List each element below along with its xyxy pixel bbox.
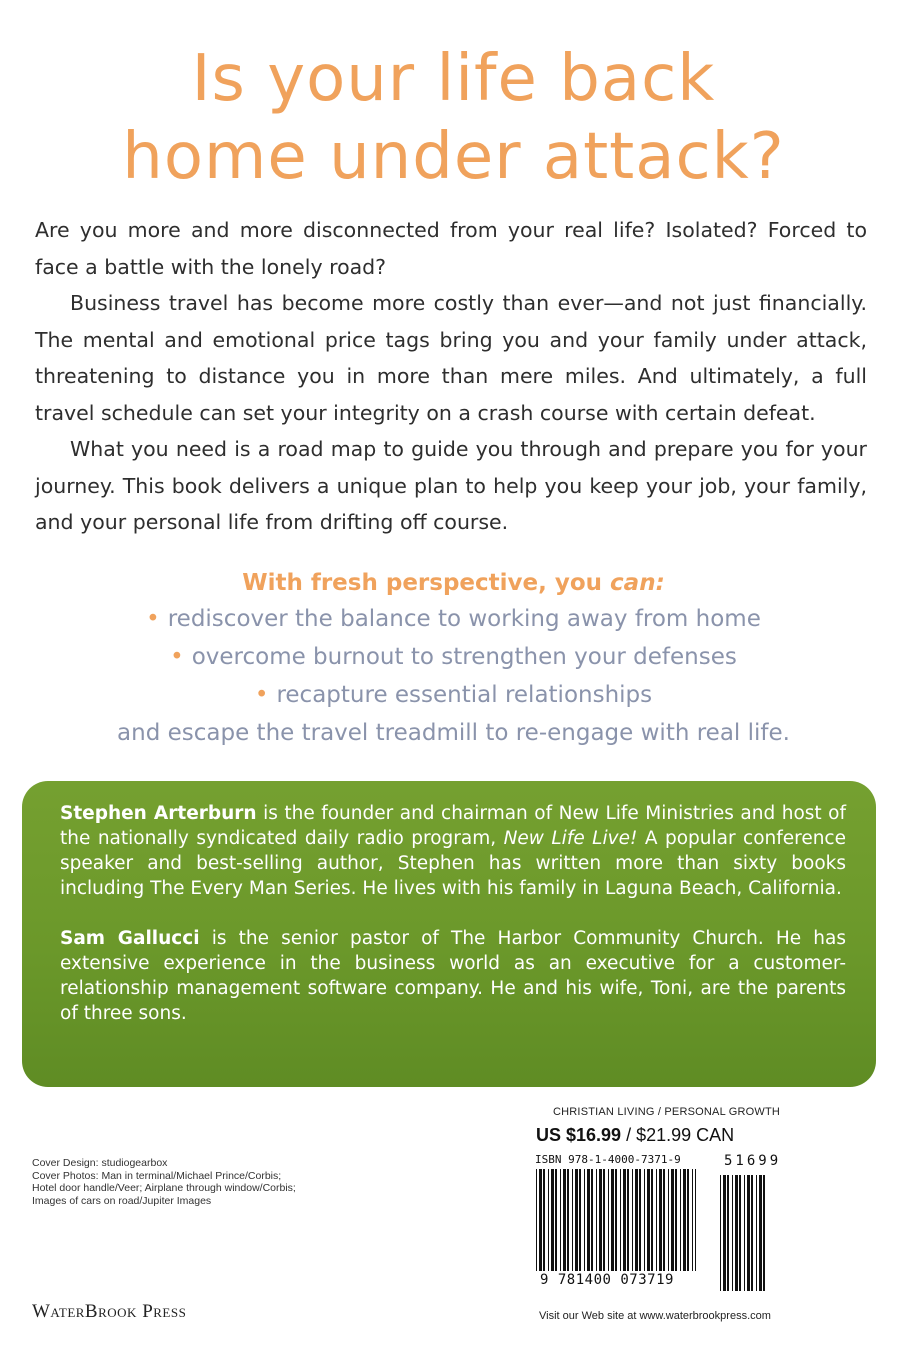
barcode-bar [572, 1169, 573, 1271]
list-item-text: rediscover the balance to working away from home [167, 606, 761, 632]
barcode-bar [560, 1169, 561, 1271]
price [536, 1125, 734, 1146]
website-note: Visit our Web site at www.waterbrookpress.com [539, 1310, 771, 1322]
headline [0, 40, 907, 196]
description [35, 212, 867, 541]
barcode-bar [551, 1169, 554, 1271]
barcode-bar [668, 1169, 669, 1271]
closing-line: and escape the travel treadmill to re-engage with real life. [117, 720, 790, 746]
cover-credits [32, 1157, 362, 1207]
barcode-bar [739, 1175, 741, 1291]
publisher-logo: WaterBrook Press [32, 1301, 187, 1322]
benefits-lead-emphasis: can: [610, 570, 665, 596]
barcode-bar [608, 1169, 609, 1271]
benefits-lead [0, 566, 907, 600]
list-item [0, 676, 907, 714]
description-paragraph-3: What you need is a road map to guide you through and prepare you for your journey. This book delivers a unique plan to help you keep your job, your family, and your personal life from drifting off course. [35, 437, 867, 534]
book-category: CHRISTIAN LIVING / PERSONAL GROWTH [553, 1106, 781, 1118]
barcode-bar [663, 1169, 665, 1271]
barcode-bar [656, 1169, 657, 1271]
barcode-bar [692, 1169, 693, 1271]
list-item-text: recapture essential relationships [276, 682, 653, 708]
ean-barcode [536, 1169, 696, 1271]
barcode-bar [536, 1169, 537, 1271]
barcode-bar [644, 1169, 645, 1271]
barcode-bar [620, 1169, 621, 1271]
barcode-bar [543, 1169, 545, 1271]
author-name: Sam Gallucci [60, 928, 200, 949]
author-bio-text: A popular conference speaker and best-selling author, Stephen has written more than sixty books including The Every Man Series. He lives with his family in Laguna Beach, California. [60, 828, 846, 899]
author-bio-text: is the founder and chairman of New Life Ministries and host of the nationally syndicated daily radio program, [60, 803, 847, 849]
bullet-icon: • [170, 644, 184, 670]
barcode-bar [603, 1169, 605, 1271]
barcode-bar [756, 1175, 757, 1291]
barcode-bar [687, 1169, 689, 1271]
bullet-icon: • [254, 682, 269, 708]
headline-line-2: home under attack? [122, 120, 785, 194]
barcode-bar [635, 1169, 638, 1271]
list-item-text: overcome burnout to strengthen your defenses [191, 644, 737, 670]
headline-line-1: Is your life back [191, 42, 716, 116]
credit-line: Cover Design: studiogearbox [32, 1157, 168, 1169]
list-item [0, 638, 907, 676]
barcode-bar [587, 1169, 590, 1271]
barcode-bar [567, 1169, 569, 1271]
barcode-bar [611, 1169, 614, 1271]
isbn-label: ISBN 978-1-4000-7371-9 [535, 1153, 681, 1166]
description-paragraph-1: Are you more and more disconnected from your real life? Isolated? Forced to face a battle with the lonely road? [35, 218, 867, 279]
barcode-bar [720, 1175, 721, 1291]
barcode-bar [763, 1175, 765, 1291]
author-bio-gallucci [60, 926, 846, 1026]
barcode-bar [632, 1169, 633, 1271]
barcode-bar [596, 1169, 597, 1271]
ean-digits: 9 781400 073719 [540, 1272, 674, 1288]
benefits-list [0, 600, 907, 714]
barcode-bar [651, 1169, 653, 1271]
barcode-bar [659, 1169, 662, 1271]
barcode-bar [584, 1169, 585, 1271]
barcode-bar [555, 1169, 557, 1271]
barcode-bar [744, 1175, 745, 1291]
price-can: $21.99 CAN [636, 1125, 735, 1145]
barcode-bar [751, 1175, 753, 1291]
barcode-bar [639, 1169, 641, 1271]
barcode-bar [539, 1169, 542, 1271]
price-code: 51699 [724, 1153, 782, 1169]
author-bios [22, 781, 876, 1087]
barcode-bar [759, 1175, 762, 1291]
credit-line: Cover Photos: Man in terminal/Michael Prince/Corbis; [32, 1169, 282, 1182]
barcode-bar [683, 1169, 686, 1271]
barcode-bar [627, 1169, 629, 1271]
barcode-bar [563, 1169, 566, 1271]
barcode-bar [599, 1169, 602, 1271]
barcode-bar [671, 1169, 674, 1271]
credit-line: Hotel door handle/Veer; Airplane through window/Corbis; [32, 1182, 296, 1194]
barcode-bar [735, 1175, 738, 1291]
barcode-bar [723, 1175, 726, 1291]
description-paragraph-2: Business travel has become more costly than ever—and not just financially. The mental and emotional price tags bring you and your family under attack, threatening to distance you in more than mere miles. And ultimately, a full travel schedule can set your integrity on a crash course with certain defeat. [35, 291, 867, 425]
barcode-bar [675, 1169, 677, 1271]
author-bio-text: is the senior pastor of The Harbor Community Church. He has extensive experience in the business world as an executive for a customer-relationship management software company. He and his wife, Toni, are the parents of three sons. [60, 928, 846, 1024]
barcode-bar [591, 1169, 593, 1271]
price-addon-barcode [720, 1175, 765, 1291]
barcode-bar [647, 1169, 650, 1271]
barcode-bar [727, 1175, 729, 1291]
barcode-bar [623, 1169, 626, 1271]
bullet-icon: • [146, 606, 160, 632]
barcode-bar [579, 1169, 581, 1271]
price-us: US $16.99 [536, 1125, 622, 1145]
author-bio-arterburn [60, 801, 846, 901]
barcode-bar [575, 1169, 578, 1271]
barcode-bar [548, 1169, 549, 1271]
list-item [0, 600, 907, 638]
radio-program-title: New Life Live! [503, 828, 638, 849]
price-separator: / [621, 1125, 637, 1145]
barcode-bar [732, 1175, 733, 1291]
barcode-bar [680, 1169, 681, 1271]
author-name: Stephen Arterburn [60, 803, 257, 824]
credit-line: Images of cars on road/Jupiter Images [32, 1194, 212, 1207]
barcode-bar [615, 1169, 617, 1271]
barcode-bar [695, 1169, 696, 1271]
barcode-bar [747, 1175, 750, 1291]
benefits-lead-text: With fresh perspective, you [242, 570, 611, 596]
